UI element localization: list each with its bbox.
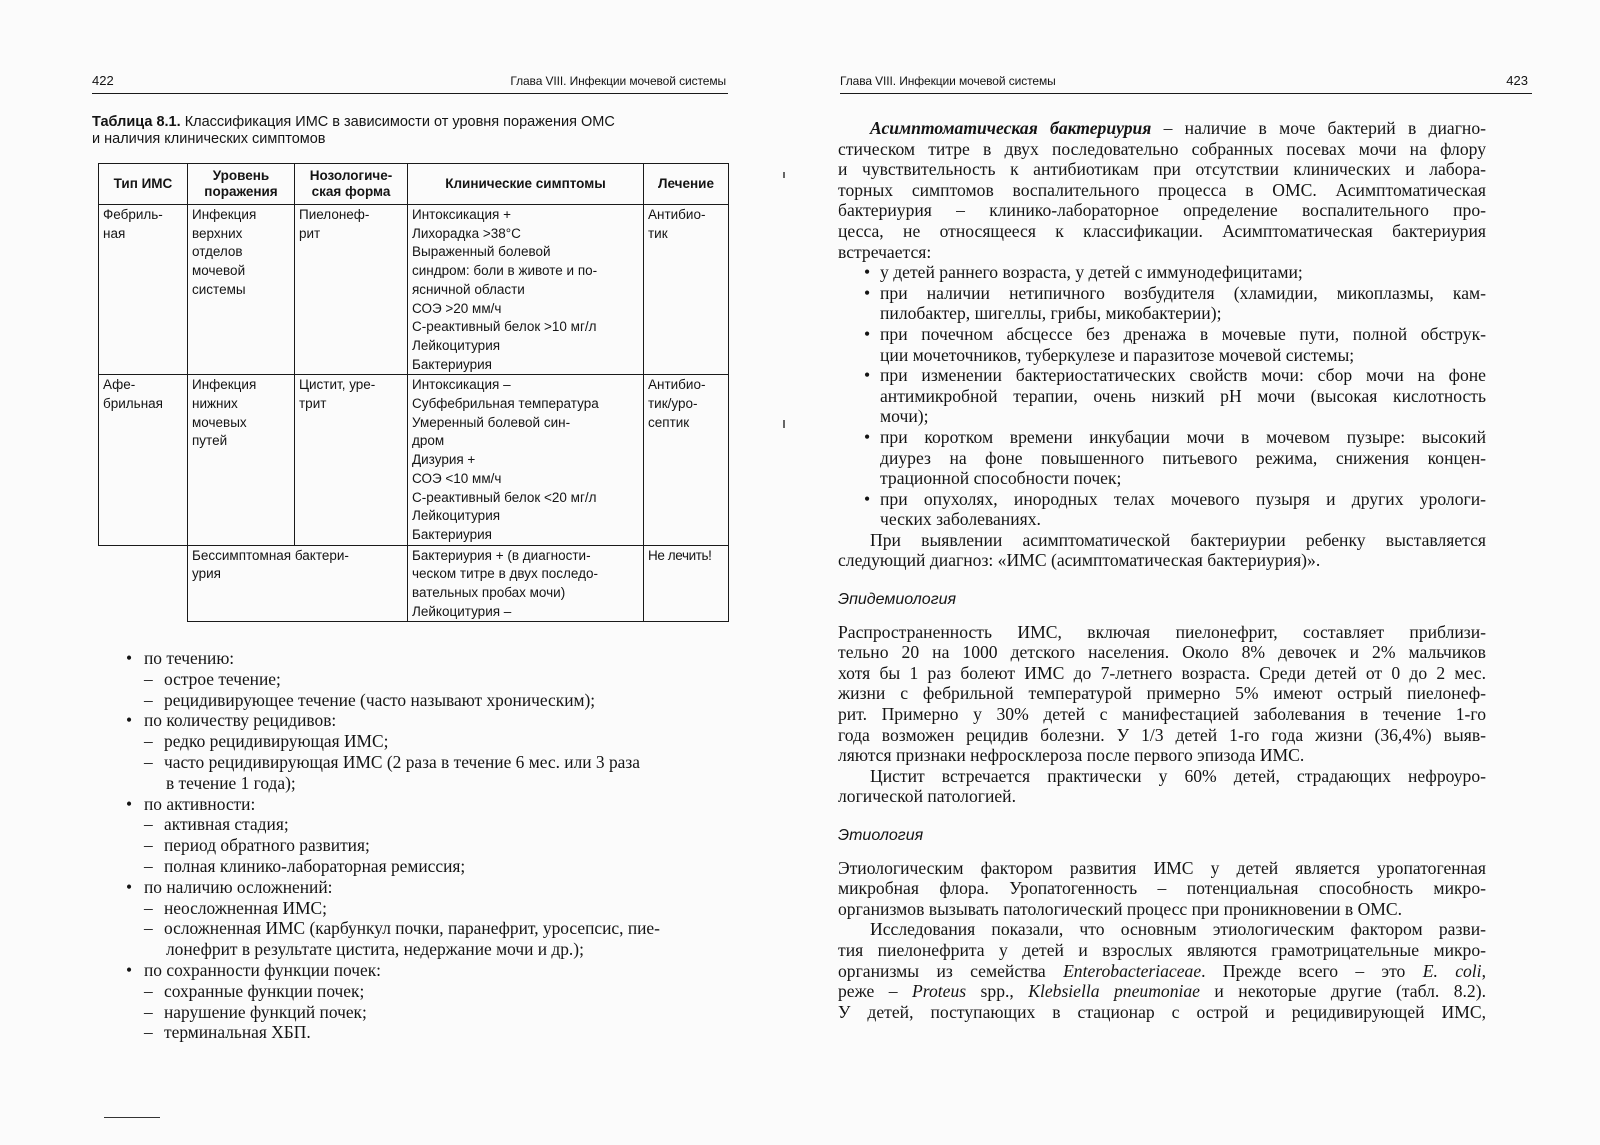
list-item: • по течению: [120, 648, 740, 669]
dash-marker: – [144, 855, 153, 876]
text-line: бактериурия – клинико-лабораторное определение воспалительного про- [838, 200, 1486, 221]
classification-list [120, 648, 740, 1043]
table-cell: Фебриль- ная [99, 205, 188, 375]
text-line: Этиологическим фактором развития ИМС у детей является уропатогенная [838, 857, 1486, 878]
bullet-item-continuation: диурез на фоне повышенного питьевого режима, снижения концен- [880, 447, 1486, 468]
genus-name: Proteus [912, 981, 967, 1002]
dash-marker: – [144, 1001, 153, 1022]
table-row [99, 375, 729, 545]
dash-marker: – [144, 918, 153, 939]
sub-list-item: – полная клинико-лабораторная ремиссия; [144, 855, 466, 876]
bullet-item-continuation: трационной способности почек; [880, 468, 1122, 489]
table-cell: Инфекция нижних мочевых путей [188, 375, 295, 545]
etiology-paragraph [838, 858, 1486, 920]
bacteriuria-bullet-list [838, 262, 1486, 530]
text-line: стическом титре в двух последовательно собранных посевах мочи на флору [838, 138, 1486, 159]
table-row [99, 545, 729, 622]
text-line: ляются признаки нефросклероза после первого эпизода ИМС. [838, 745, 1305, 766]
table-cell: Интоксикация – Субфебрильная температура Умеренный болевой син- дром Дизурия + СОЭ <10 мм/ч С-реактивный белок <20 мг/л Лейкоцитурия Бактериурия [408, 375, 644, 545]
dash-marker: – [144, 689, 153, 710]
table-caption [92, 114, 732, 148]
sub-list-item: – рецидивирующее течение (часто называют хроническим); [144, 689, 596, 710]
list-item: • по активности: [120, 794, 740, 815]
bullet-item-continuation: ческих заболеваниях. [880, 509, 1041, 530]
table-cell: Инфекция верхних отделов мочевой системы [188, 205, 295, 375]
table-cell-empty [99, 545, 188, 622]
dash-marker: – [144, 668, 153, 689]
table-row [99, 205, 729, 375]
bullet-item: • при коротком времени инкубации мочи в мочевом пузыре: высокий [838, 427, 1486, 448]
section-heading-epidemiology: Эпидемиология [838, 591, 957, 609]
sub-list-item: – неосложненная ИМС; [144, 897, 327, 918]
running-head-left [92, 71, 728, 94]
dash-marker: – [144, 751, 153, 772]
definition-first-line: Асимптоматическая бактериурия – наличие в моче бактерий в диагно- [870, 118, 1486, 138]
dash-marker: – [144, 835, 153, 856]
species-name: Klebsiella pneumoniae [1028, 981, 1200, 1002]
list-item: • по сохранности функции почек: [120, 960, 740, 981]
sub-list-item: – активная стадия; [144, 814, 289, 835]
caption-line-2: и наличия клинических симптомов [92, 131, 326, 147]
text-line: года возможен рецидив болезни. У 1/3 детей 1-го года жизни (36,4%) выяв- [838, 724, 1486, 745]
research-line-1: Исследования показали, что основным этиологическим фактором разви- [870, 919, 1486, 940]
bullet-item-continuation: мочи); [880, 406, 929, 427]
sub-list-item-continuation: в течение 1 года); [166, 772, 296, 793]
dash-marker: – [144, 897, 153, 918]
header-cell: Уровень поражения [188, 164, 295, 205]
table-cell: Антибио- тик [644, 205, 729, 375]
bullet-item: • при опухолях, инородных телах мочевого пузыря и других урологи- [838, 489, 1486, 510]
cystitis-line-2: логической патологией. [838, 786, 1016, 807]
table-cell: Цистит, уре- трит [295, 375, 408, 545]
running-title: Глава VIII. Инфекции мочевой системы [840, 74, 1056, 88]
scan-mark [783, 420, 785, 428]
text-line: рит. Примерно у 30% детей с манифестацией заболевания в течение 1-го [838, 704, 1486, 725]
bullet-item: • при изменении бактериостатических свойств мочи: сбор мочи на фоне [838, 365, 1486, 386]
section-heading-etiology: Этиология [838, 827, 924, 844]
caption-line-1: Классификация ИМС в зависимости от уровня поражения ОМС [184, 114, 615, 130]
text-line: тельно 20 на 1000 детского населения. Около 8% девочек и 2% мальчиков [838, 642, 1486, 663]
right-page-body [838, 118, 1486, 1022]
research-line-3: организмы из семейства Enterobacteriaceae. Прежде всего – это E. coli, [838, 960, 1486, 981]
diagnosis-line-1: При выявлении асимптоматической бактериурии ребенку выставляется [870, 529, 1486, 550]
header-cell: Нозологиче- ская форма [295, 164, 408, 205]
table-cell: Афе- брильная [99, 375, 188, 545]
sub-list-item: – острое течение; [144, 668, 281, 689]
text-line: микробная флора. Уропатогенность – потенциальная способность микро- [838, 878, 1486, 899]
text-line: торных симптомов воспалительного процесса в ОМС. Асимптоматическая [838, 179, 1486, 200]
bullet-item-continuation: пилобактер, шигеллы, грибы, микобактерии); [880, 303, 1222, 324]
dash-marker: – [144, 980, 153, 1001]
sub-list-item: – сохранные функции почек; [144, 980, 365, 1001]
running-title: Глава VIII. Инфекции мочевой системы [510, 74, 726, 88]
defined-term: Асимптоматическая бактериурия [870, 118, 1152, 138]
table-cell: Пиелонеф- рит [295, 205, 408, 375]
list-item: • по наличию осложнений: [120, 877, 740, 898]
running-head-right [840, 71, 1532, 94]
table-header-row [99, 164, 729, 205]
family-name: Enterobacteriaceae [1063, 960, 1202, 981]
sub-list-item: – нарушение функций почек; [144, 1001, 367, 1022]
bullet-item: • при наличии нетипичного возбудителя (хламидии, микоплазмы, кам- [838, 283, 1486, 304]
bullet-item-continuation: ции мочеточников, туберкулезе и паразитозе мочевой системы; [880, 344, 1355, 365]
classification-table [98, 163, 729, 622]
table-cell: Бессимптомная бактери- урия [188, 545, 408, 622]
table-cell: Интоксикация + Лихорадка >38°С Выраженный болевой синдром: боли в животе и по- ясничной области СОЭ >20 мм/ч С-реактивный белок >10 мг/л Лейкоцитурия Бактериурия [408, 205, 644, 375]
sub-list-item: – период обратного развития; [144, 835, 370, 856]
table-cell: Бактериурия + (в диагности- ческом титре в двух последо- вательных пробах мочи) Лейкоцитурия – [408, 545, 644, 622]
bullet-item: • при почечном абсцессе без дренажа в мочевые пути, полной обструк- [838, 324, 1486, 345]
dash-marker: – [144, 731, 153, 752]
table-cell: Не лечить! [644, 545, 729, 622]
species-name: E. coli [1422, 960, 1482, 981]
footnote-rule [104, 1117, 160, 1118]
research-line-2: тия пиелонефрита у детей и взрослых являются грамотрицательные микро- [838, 939, 1486, 960]
text-line: организмов вызывать патологический процесс при проникновении в ОМС. [838, 898, 1403, 919]
text-line: цесса, не относящееся к классификации. Асимптоматическая бактериурия [838, 220, 1486, 241]
diagnosis-line-2: следующий диагноз: «ИМС (асимптоматическая бактериурия)». [838, 550, 1321, 571]
research-line-4: реже – Proteus spp., Klebsiella pneumoniae и некоторые другие (табл. 8.2). [838, 981, 1486, 1002]
page-number: 422 [92, 73, 114, 88]
bullet-item-continuation: антимикробной терапии, очень низкий pH мочи (высокая кислотность [880, 385, 1486, 406]
left-page [0, 0, 780, 1145]
sub-list-item-continuation: лонефрит в результате цистита, недержание мочи и др.); [166, 939, 584, 960]
text-line: жизни с фебрильной температурой примерно 5% имеют острый пиелонеф- [838, 683, 1486, 704]
header-cell: Лечение [644, 164, 729, 205]
sub-list-item: – редко рецидивирующая ИМС; [144, 731, 389, 752]
definition-last-line: встречается: [838, 241, 932, 262]
list-item: • по количеству рецидивов: [120, 710, 740, 731]
definition-paragraph [838, 139, 1486, 242]
sub-list-item: – часто рецидивирующая ИМС (2 раза в течение 6 мес. или 3 раза [144, 751, 640, 772]
sub-list-item: – осложненная ИМС (карбункул почки, паранефрит, уросепсис, пие- [144, 918, 660, 939]
dash-marker: – [144, 1022, 153, 1043]
page-number: 423 [1506, 73, 1528, 88]
header-cell: Тип ИМС [99, 164, 188, 205]
table-cell: Антибио- тик/уро- септик [644, 375, 729, 545]
scan-mark [783, 172, 785, 178]
text-line: Распространенность ИМС, включая пиелонефрит, составляет приблизи- [838, 621, 1486, 642]
table-label: Таблица 8.1. [92, 114, 181, 130]
bullet-item: • у детей раннего возраста, у детей с иммунодефицитами; [838, 262, 1486, 283]
cystitis-line-1: Цистит встречается практически у 60% детей, страдающих нефроуро- [870, 765, 1486, 786]
dash-marker: – [144, 814, 153, 835]
epidemiology-paragraph [838, 622, 1486, 766]
text-line: и чувствительность к антибиотикам при отсутствии клинических и лабора- [838, 159, 1486, 180]
text-line: хотя бы 1 раз болеют ИМС до 7-летнего возраста. Среди детей от 0 до 2 мес. [838, 662, 1486, 683]
header-cell: Клинические симптомы [408, 164, 644, 205]
sub-list-item: – терминальная ХБП. [144, 1022, 311, 1043]
research-line-5: У детей, поступающих в стационар с острой и рецидивирующей ИМС, [838, 1001, 1486, 1022]
